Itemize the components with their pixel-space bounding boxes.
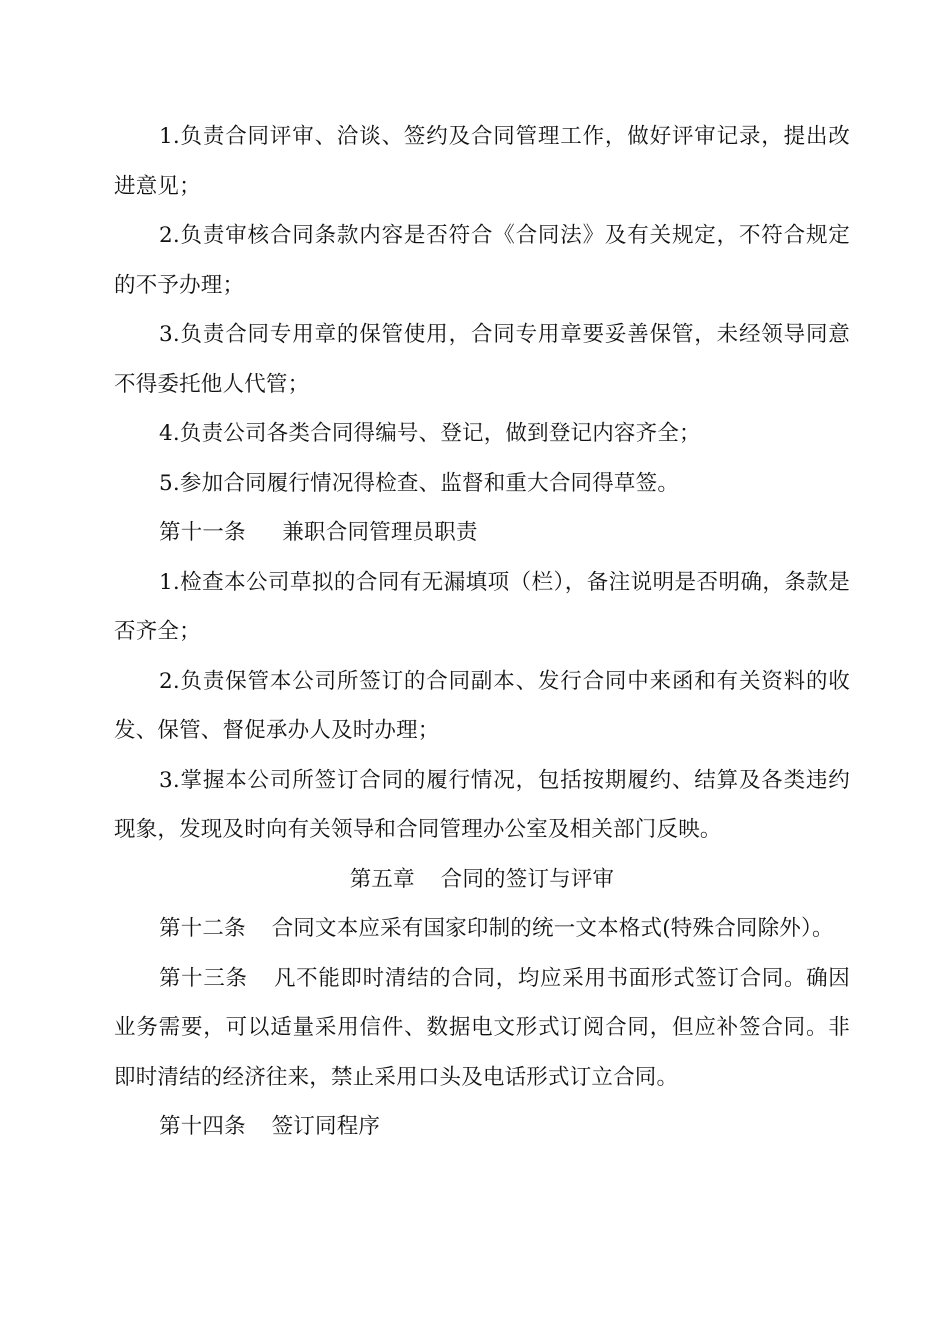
article-11-number: 第十一条	[159, 520, 246, 545]
article-11-title: 兼职合同管理员职责	[282, 520, 478, 545]
article-11-heading	[114, 508, 850, 558]
paragraph-duty-5: 5.参加合同履行情况得检查、监督和重大合同得草签。	[159, 470, 680, 496]
article-13-number: 第十三条	[159, 965, 248, 991]
paragraph-parttime-duty-2: 2.负责保管本公司所签订的合同副本、发行合同中来函和有关资料的收发、保管、督促承办人及时办理；	[114, 668, 850, 743]
article-12	[114, 904, 850, 954]
article-13	[114, 954, 850, 1103]
article-14-number: 第十四条	[159, 1114, 246, 1139]
paragraph-parttime-duty-1: 1.检查本公司草拟的合同有无漏填项（栏），备注说明是否明确，条款是否齐全；	[114, 569, 850, 644]
paragraph-parttime-duty-3: 3.掌握本公司所签订合同的履行情况，包括按期履约、结算及各类违约现象，发现及时向有关领导和合同管理办公室及相关部门反映。	[114, 767, 850, 842]
chapter-5-heading	[114, 855, 850, 905]
article-12-text: 合同文本应采有国家印制的统一文本格式(特殊合同除外）。	[271, 916, 834, 941]
article-14-title: 签订同程序	[271, 1114, 381, 1139]
paragraph-duty-1: 1.负责合同评审、洽谈、签约及合同管理工作，做好评审记录，提出改进意见；	[114, 124, 850, 199]
article-14-heading	[114, 1102, 850, 1152]
paragraph-duty-3: 3.负责合同专用章的保管使用，合同专用章要妥善保管，未经领导同意不得委托他人代管；	[114, 322, 850, 397]
paragraph-duty-4: 4.负责公司各类合同得编号、登记，做到登记内容齐全；	[159, 421, 701, 446]
document-page	[114, 112, 850, 1152]
chapter-5-number: 第五章	[349, 866, 415, 892]
chapter-5-title: 合同的签订与评审	[440, 866, 615, 892]
paragraph-duty-2: 2.负责审核合同条款内容是否符合《合同法》及有关规定，不符合规定的不予办理；	[114, 223, 850, 298]
article-13-text: 凡不能即时清结的合同，均应采用书面形式签订合同。确因业务需要，可以适量采用信件、数据电文形式订阅合同，但应补签合同。非即时清结的经济往来，禁止采用口头及电话形式订立合同。	[114, 965, 850, 1090]
article-12-number: 第十二条	[159, 916, 246, 941]
